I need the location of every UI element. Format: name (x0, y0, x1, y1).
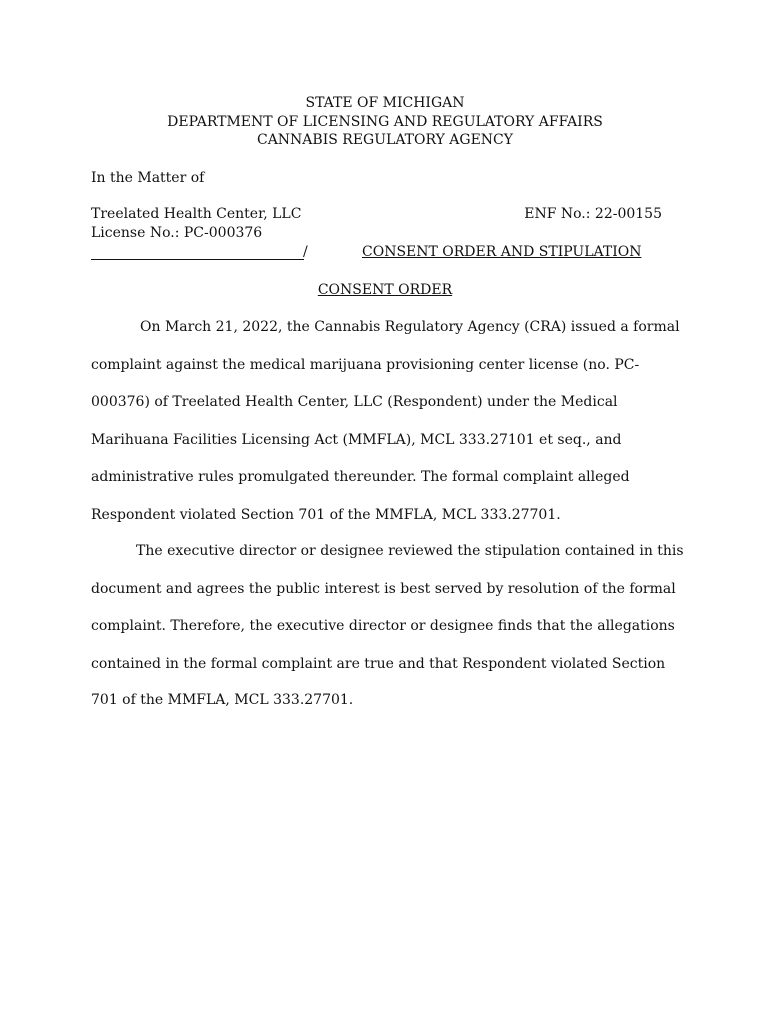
paragraph-1-line: Respondent violated Section 701 of the MMFLA, MCL 333.27701. (91, 506, 561, 523)
paragraph-1-line: Marihuana Facilities Licensing Act (MMFLA), MCL 333.27101 et seq., and (91, 431, 622, 448)
caption-row (91, 243, 661, 265)
paragraph-2-line: document and agrees the public interest is best served by resolution of the formal (91, 580, 676, 597)
document-header (0, 94, 770, 150)
paragraph-1-line: administrative rules promulgated thereunder. The formal complaint alleged (91, 469, 630, 485)
paragraph-1-line: On March 21, 2022, the Cannabis Regulatory Agency (CRA) issued a formal (140, 319, 680, 335)
paragraph-2-line: complaint. Therefore, the executive director or designee finds that the allegations (91, 618, 675, 634)
section-title: CONSENT ORDER (317, 282, 453, 298)
header-department: DEPARTMENT OF LICENSING AND REGULATORY AFFAIRS (167, 113, 603, 130)
caption-slash: / (303, 244, 308, 260)
paragraph-2-line: 701 of the MMFLA, MCL 333.27701. (91, 692, 354, 708)
caption-rule-line (91, 259, 304, 260)
in-the-matter-label: In the Matter of (91, 170, 205, 186)
paragraph-2-line: contained in the formal complaint are true and that Respondent violated Section (91, 655, 666, 672)
paragraph-2-line: The executive director or designee reviewed the stipulation contained in this (136, 543, 684, 559)
enf-number: ENF No.: 22-00155 (524, 206, 662, 222)
respondent-name: Treelated Health Center, LLC (91, 206, 302, 222)
paragraph-1-line: complaint against the medical marijuana provisioning center license (no. PC- (91, 356, 640, 373)
party-block (91, 205, 301, 242)
header-state: STATE OF MICHIGAN (305, 95, 465, 111)
document-title: CONSENT ORDER AND STIPULATION (362, 244, 642, 260)
license-number: License No.: PC-000376 (91, 224, 263, 241)
header-agency: CANNABIS REGULATORY AGENCY (256, 132, 513, 148)
paragraph-1-line: 000376) of Treelated Health Center, LLC (Respondent) under the Medical (91, 394, 618, 410)
